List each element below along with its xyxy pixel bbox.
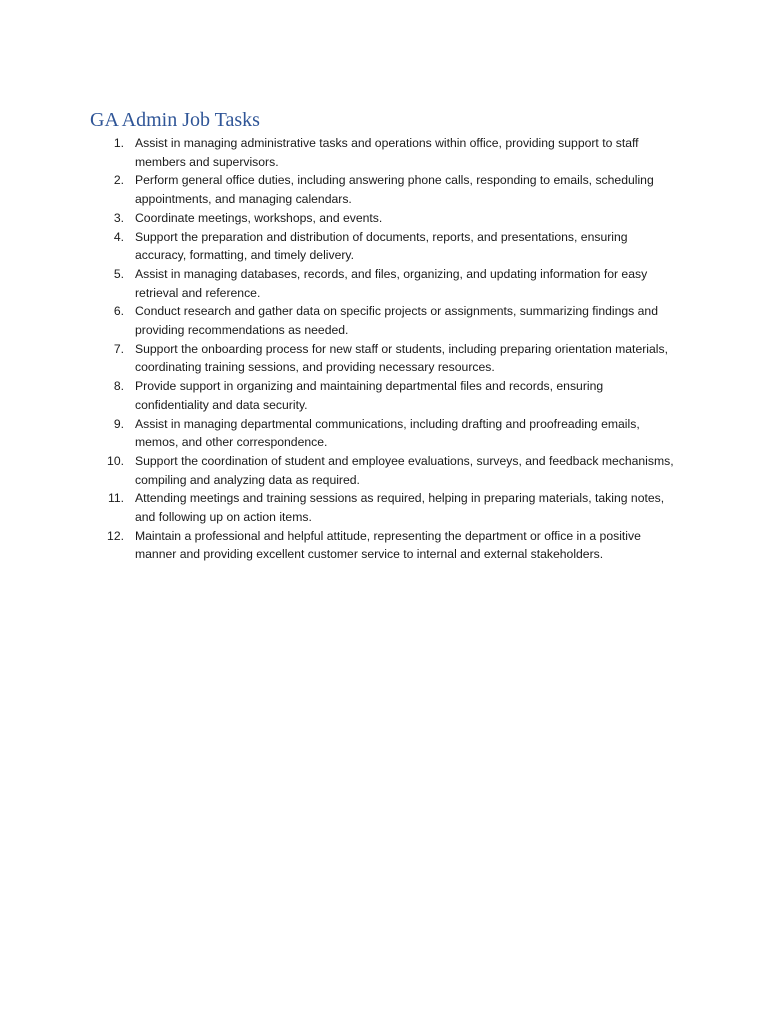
task-number: 2. xyxy=(113,173,124,188)
task-item-8 xyxy=(90,377,680,414)
task-text: Assist in managing administrative tasks and operations within office, providing support to staff members and supervisors. xyxy=(135,136,639,169)
task-text: Provide support in organizing and maintaining departmental files and records, ensuring confidentiality and data security. xyxy=(135,379,604,412)
task-number: 12. xyxy=(107,528,124,543)
task-text: Support the preparation and distribution of documents, reports, and presentations, ensuring accuracy, formatting, and timely delivery. xyxy=(135,229,628,263)
task-item-7 xyxy=(90,340,680,377)
document-title: GA Admin Job Tasks xyxy=(90,109,260,131)
task-text: Conduct research and gather data on specific projects or assignments, summarizing findings and providing recommendations as needed. xyxy=(135,304,658,338)
task-text: Support the coordination of student and employee evaluations, surveys, and feedback mechanisms, compiling and analyzing data as required. xyxy=(135,453,674,487)
task-text: Assist in managing departmental communications, including drafting and proofreading emails, memos, and other correspondence. xyxy=(135,416,640,450)
task-text: Maintain a professional and helpful attitude, representing the department or office in a positive manner and providing excellent customer service to internal and external stakeholders. xyxy=(135,528,641,562)
task-number: 5. xyxy=(113,266,124,281)
task-text: Assist in managing databases, records, and files, organizing, and updating information for easy retrieval and reference. xyxy=(135,266,648,300)
task-number: 4. xyxy=(113,229,124,244)
task-text: Coordinate meetings, workshops, and events. xyxy=(135,210,383,225)
task-item-2 xyxy=(90,171,680,208)
task-list xyxy=(90,134,680,564)
task-item-3 xyxy=(90,209,680,228)
task-item-1 xyxy=(90,134,680,171)
task-text: Perform general office duties, including answering phone calls, responding to emails, scheduling appointments, and managing calendars. xyxy=(135,173,654,207)
task-number: 10. xyxy=(107,453,124,468)
task-item-5 xyxy=(90,265,680,302)
task-number: 8. xyxy=(113,379,124,394)
task-text: Support the onboarding process for new staff or students, including preparing orientation materials, coordinating training sessions, and providing necessary resources. xyxy=(135,341,668,375)
task-item-9 xyxy=(90,415,680,452)
task-item-6 xyxy=(90,302,680,339)
task-number: 7. xyxy=(113,341,124,356)
task-number: 1. xyxy=(113,136,124,150)
task-number: 11. xyxy=(107,491,124,506)
task-item-12 xyxy=(90,527,680,564)
task-item-10 xyxy=(90,452,680,489)
task-text: Attending meetings and training sessions as required, helping in preparing materials, taking notes, and following up on action items. xyxy=(135,491,665,525)
task-item-4 xyxy=(90,228,680,265)
task-number: 3. xyxy=(113,210,124,225)
task-number: 6. xyxy=(113,304,124,319)
task-item-11 xyxy=(90,489,680,526)
task-number: 9. xyxy=(113,416,124,431)
